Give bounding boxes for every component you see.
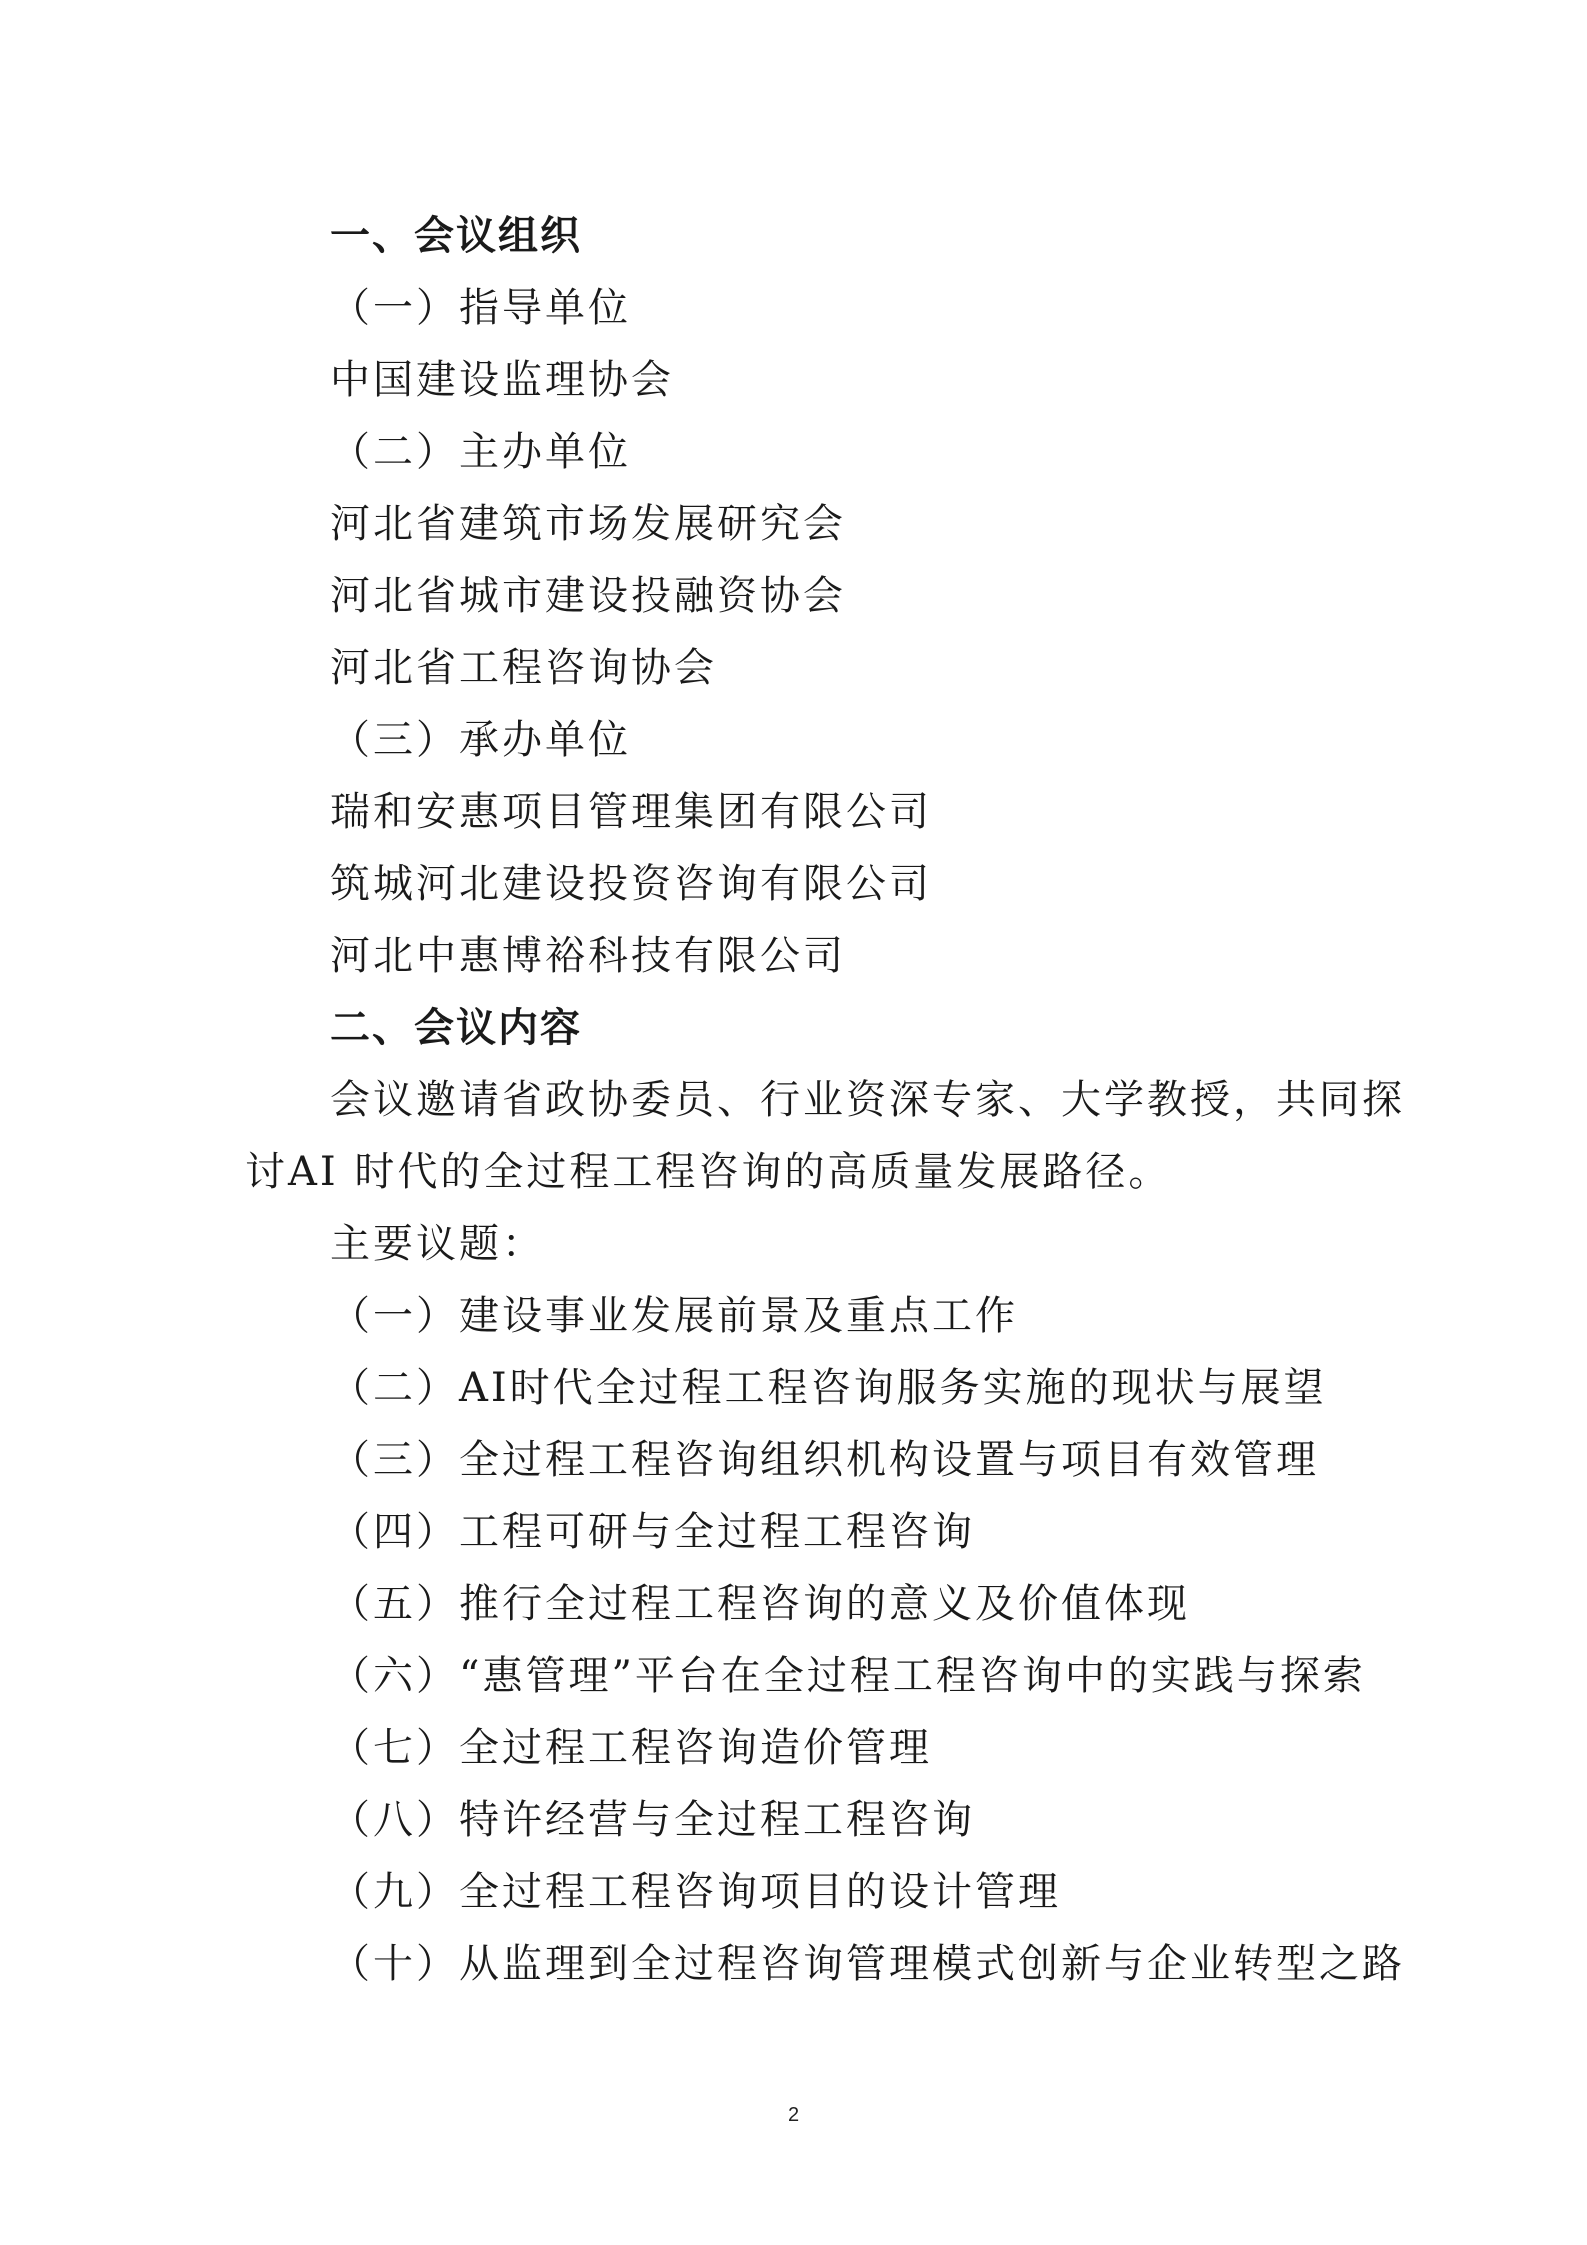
host-unit: 河北省工程咨询协会 <box>330 645 717 691</box>
topic-item: （三）全过程工程咨询组织机构设置与项目有效管理 <box>330 1437 1319 1483</box>
section-heading-organization: 一、会议组织 <box>330 213 582 259</box>
topic-item: （二）AI时代全过程工程咨询服务实施的现状与展望 <box>330 1365 1327 1411</box>
topic-item: （九）全过程工程咨询项目的设计管理 <box>330 1869 1061 1915</box>
topic-item: （十）从监理到全过程咨询管理模式创新与企业转型之路 <box>330 1941 1405 1987</box>
host-unit: 河北省建筑市场发展研究会 <box>330 501 846 547</box>
intro-paragraph-line-1: 会议邀请省政协委员、行业资深专家、大学教授，共同探 <box>330 1077 1405 1123</box>
topic-item: （五）推行全过程工程咨询的意义及价值体现 <box>330 1581 1190 1627</box>
subsection-label-organizer: （三）承办单位 <box>330 717 631 763</box>
topic-item: （六）“惠管理”平台在全过程工程咨询中的实践与探索 <box>330 1653 1366 1699</box>
subsection-label-host: （二）主办单位 <box>330 429 631 475</box>
organizer-unit: 筑城河北建设投资咨询有限公司 <box>330 861 932 907</box>
organizer-unit: 河北中惠博裕科技有限公司 <box>330 933 846 979</box>
topic-item: （八）特许经营与全过程工程咨询 <box>330 1797 975 1843</box>
topic-item: （四）工程可研与全过程工程咨询 <box>330 1509 975 1555</box>
organizer-unit: 瑞和安惠项目管理集团有限公司 <box>330 789 932 835</box>
topic-item: （一）建设事业发展前景及重点工作 <box>330 1293 1018 1339</box>
topic-item: （七）全过程工程咨询造价管理 <box>330 1725 932 1771</box>
host-unit: 河北省城市建设投融资协会 <box>330 573 846 619</box>
guide-unit: 中国建设监理协会 <box>330 357 674 403</box>
topics-label: 主要议题： <box>330 1221 545 1267</box>
page-number: 2 <box>787 2104 800 2126</box>
section-heading-content: 二、会议内容 <box>330 1005 582 1051</box>
subsection-label-guide: （一）指导单位 <box>330 285 631 331</box>
intro-paragraph-line-2: 讨AI 时代的全过程工程咨询的高质量发展路径。 <box>245 1149 1172 1195</box>
